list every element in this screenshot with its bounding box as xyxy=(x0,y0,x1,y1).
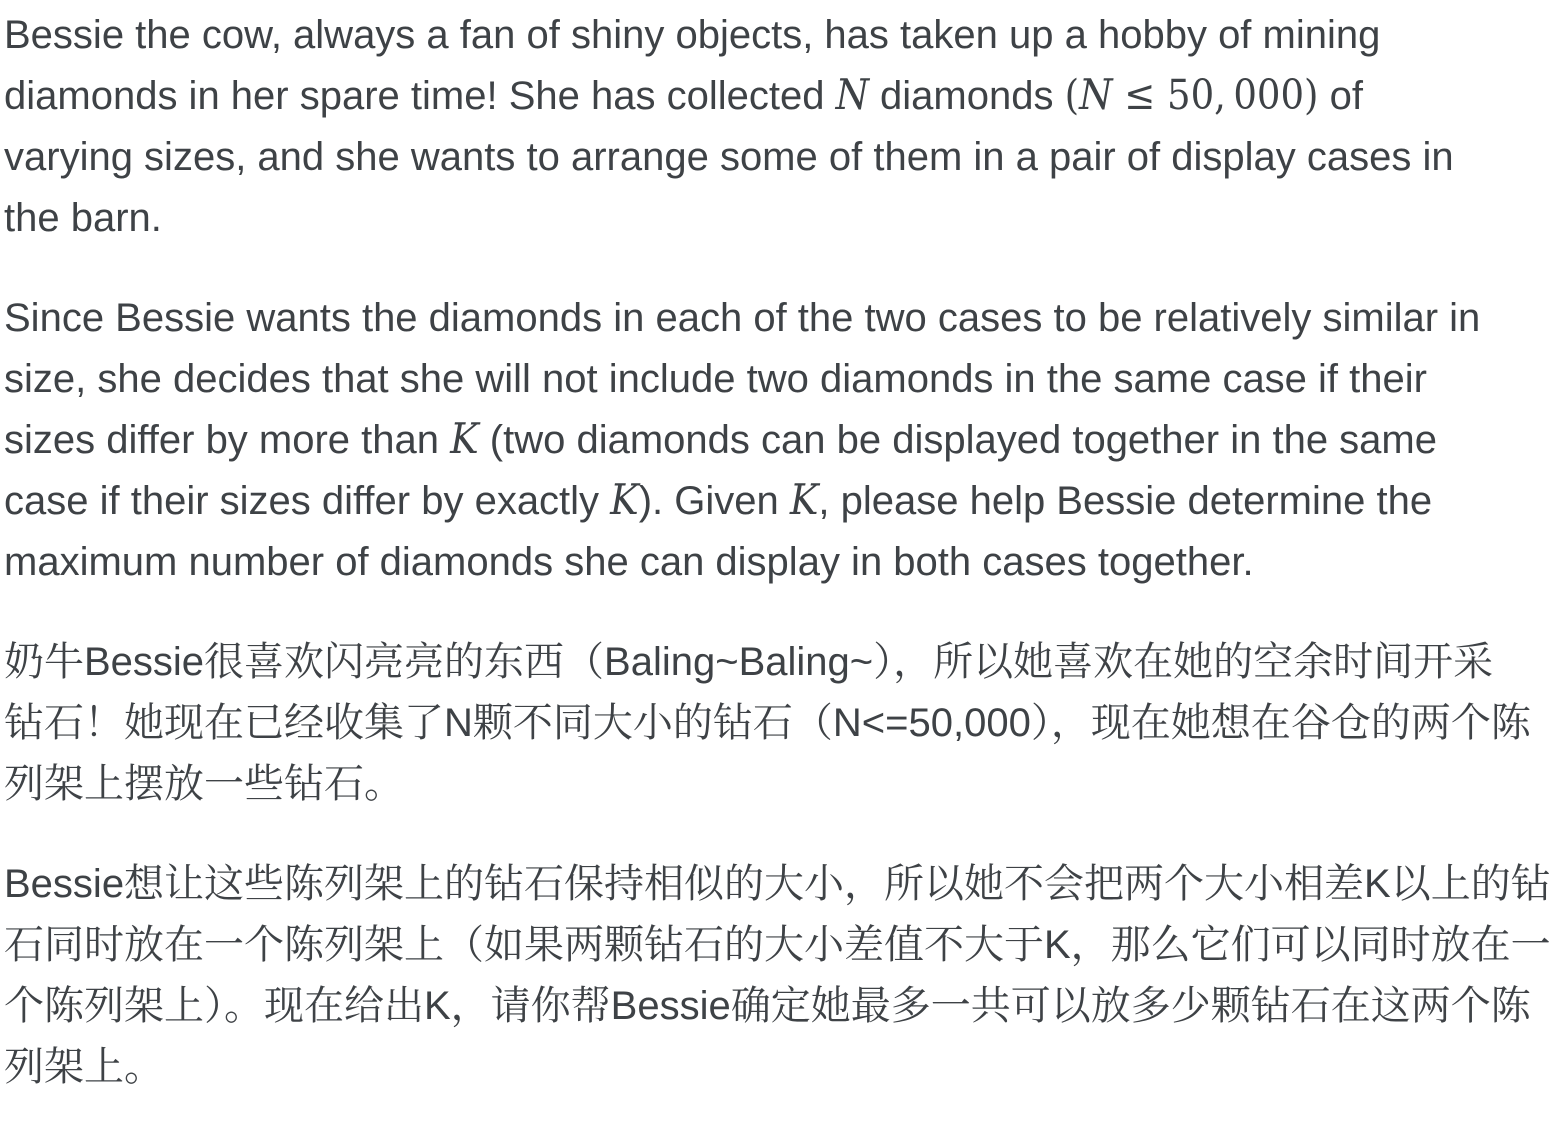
text-run: 钻石！她现在已经收集了N颗不同大小的钻石（N<=50,000），现在她想在谷仓的两个陈 xyxy=(4,701,1531,745)
math-operator: ( xyxy=(1064,71,1080,119)
text-run: maximum number of diamonds she can display in both cases together. xyxy=(4,540,1254,584)
text-line xyxy=(4,693,1557,754)
math-variable: K xyxy=(610,475,639,524)
paragraph-en-2 xyxy=(4,288,1557,593)
text-line xyxy=(4,188,1557,249)
paragraph-en-1 xyxy=(4,5,1557,249)
text-run: of xyxy=(1318,74,1363,118)
text-line xyxy=(4,632,1557,693)
text-line xyxy=(4,754,1557,815)
text-run: 列架上摆放一些钻石。 xyxy=(4,762,404,806)
text-run: Since Bessie wants the diamonds in each of the two cases to be relatively similar in xyxy=(4,296,1481,340)
text-run: 奶牛Bessie很喜欢闪亮亮的东西（Baling~Baling~），所以她喜欢在她的空余时间开采 xyxy=(4,640,1494,684)
text-line xyxy=(4,127,1557,188)
math-variable: N xyxy=(1079,70,1113,119)
text-run: 石同时放在一个陈列架上（如果两颗钻石的大小差值不大于K，那么它们可以同时放在一 xyxy=(4,923,1551,967)
text-run: 列架上。 xyxy=(4,1045,164,1089)
math-variable: N xyxy=(835,70,869,119)
text-line xyxy=(4,1037,1557,1098)
text-line xyxy=(4,5,1557,66)
text-line xyxy=(4,471,1557,532)
text-run: varying sizes, and she wants to arrange some of them in a pair of display cases in xyxy=(4,135,1454,179)
text-run: sizes differ by more than xyxy=(4,418,451,462)
math-variable: K xyxy=(789,475,819,524)
text-run: diamonds xyxy=(868,74,1065,118)
text-line xyxy=(4,410,1557,471)
text-run: Bessie想让这些陈列架上的钻石保持相似的大小，所以她不会把两个大小相差K以上的钻 xyxy=(4,862,1551,906)
text-line xyxy=(4,66,1557,127)
text-line xyxy=(4,532,1557,593)
text-run: 个陈列架上）。现在给出K，请你帮Bessie确定她最多一共可以放多少颗钻石在这两个陈 xyxy=(4,984,1531,1028)
text-run: diamonds in her spare time! She has collected xyxy=(4,74,836,118)
paragraph-zh-1 xyxy=(4,632,1557,815)
text-run: , please help Bessie determine the xyxy=(818,479,1433,523)
text-run: (two diamonds can be displayed together in the same xyxy=(478,418,1437,462)
text-run: size, she decides that she will not include two diamonds in the same case if their xyxy=(4,357,1427,401)
text-line xyxy=(4,976,1557,1037)
text-run: ). Given xyxy=(638,479,790,523)
math-operator: ≤ 50, 000) xyxy=(1112,71,1319,119)
paragraph-zh-2 xyxy=(4,854,1557,1098)
text-run: case if their sizes differ by exactly xyxy=(4,479,611,523)
text-run: Bessie the cow, always a fan of shiny objects, has taken up a hobby of mining xyxy=(4,13,1381,57)
math-variable: K xyxy=(450,414,479,463)
text-run: the barn. xyxy=(4,196,162,240)
text-line xyxy=(4,854,1557,915)
text-line xyxy=(4,915,1557,976)
text-line xyxy=(4,349,1557,410)
text-line xyxy=(4,288,1557,349)
